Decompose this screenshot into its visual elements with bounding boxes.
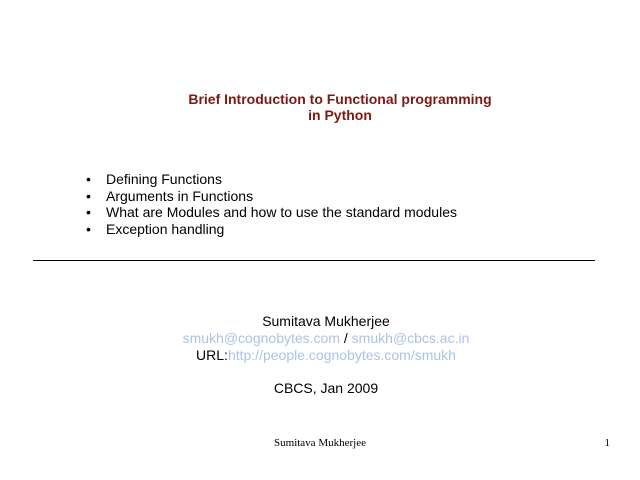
- email-line: [140, 330, 512, 347]
- list-item: [80, 188, 457, 205]
- email-link-cbcs[interactable]: smukh@cbcs.ac.in: [351, 330, 470, 346]
- slide-title: [150, 91, 530, 123]
- list-item-text: What are Modules and how to use the standard modules: [106, 204, 457, 220]
- slide-title-line-2: in Python: [308, 107, 372, 123]
- horizontal-divider: [33, 260, 595, 261]
- bullet-icon: •: [86, 220, 91, 237]
- organization-date: CBCS, Jan 2009: [273, 380, 379, 396]
- footer-author: Sumitava Mukherjee: [274, 437, 366, 449]
- url-line: [140, 347, 512, 364]
- list-item-text: Arguments in Functions: [106, 187, 254, 204]
- list-item-text: Exception handling: [106, 220, 225, 237]
- list-item: [80, 171, 457, 188]
- slide-title-line-1: Brief Introduction to Functional programming: [188, 91, 492, 107]
- page-number: 1: [604, 437, 610, 449]
- homepage-link[interactable]: http://people.cognobytes.com/smukh: [227, 347, 456, 363]
- author-block: [140, 313, 512, 397]
- bullet-icon: •: [86, 204, 91, 220]
- email-link-cognobytes[interactable]: smukh@cognobytes.com: [182, 330, 340, 346]
- url-label: URL:: [196, 347, 228, 363]
- email-separator: /: [340, 330, 352, 346]
- list-item: [80, 221, 457, 238]
- bullet-icon: •: [86, 187, 91, 204]
- author-name: Sumitava Mukherjee: [262, 313, 390, 329]
- list-item-text: Defining Functions: [106, 171, 222, 187]
- list-item: [80, 204, 457, 221]
- topic-list: [80, 171, 457, 237]
- bullet-icon: •: [86, 171, 91, 187]
